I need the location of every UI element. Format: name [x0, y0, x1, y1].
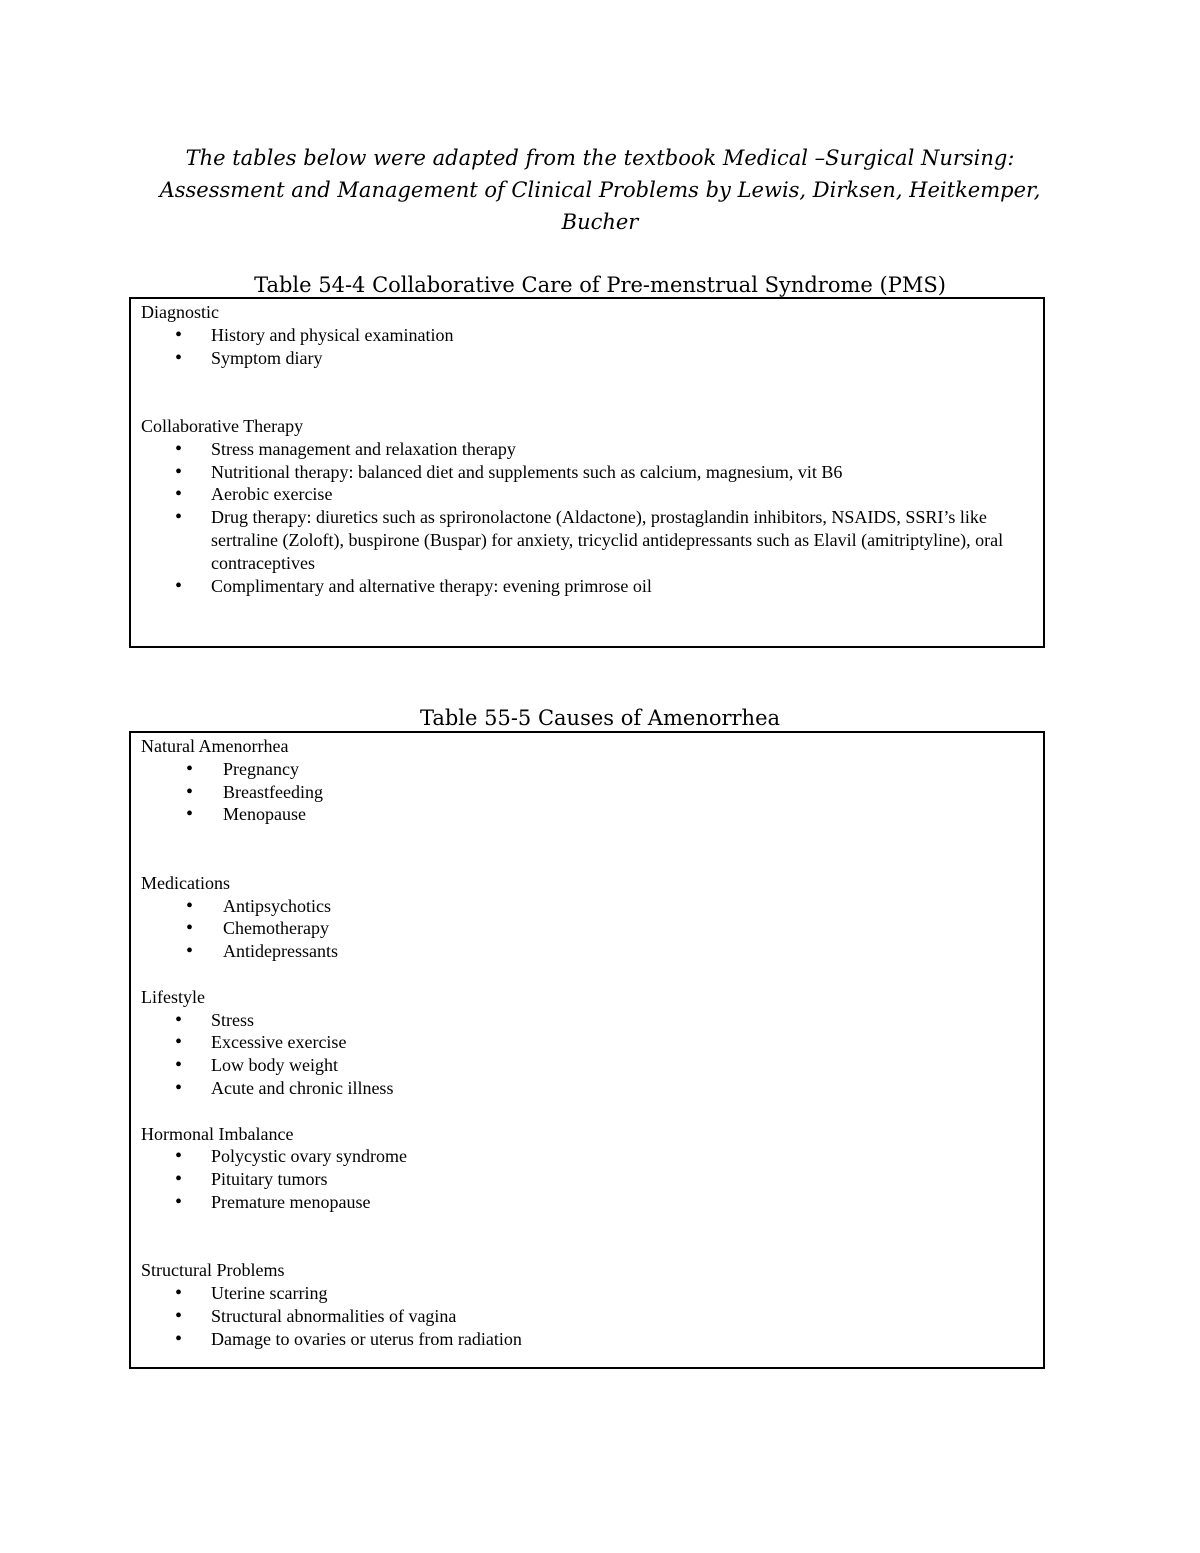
list-item: • History and physical examination [141, 324, 1033, 347]
intro-note [130, 142, 1070, 238]
diagnostic-list [141, 324, 1033, 370]
intro-line: Bucher [561, 210, 639, 234]
list-item: • Stress [141, 1009, 1033, 1032]
section-heading-lifestyle: Lifestyle [141, 986, 205, 1007]
list-item: • Low body weight [141, 1054, 1033, 1077]
section-heading-therapy: Collaborative Therapy [141, 415, 304, 436]
section-heading-hormonal: Hormonal Imbalance [141, 1123, 294, 1144]
list-item: • Breastfeeding [141, 781, 1033, 804]
list-item: • Antidepressants [141, 940, 1033, 963]
table-54-4-title: Table 54-4 Collaborative Care of Pre-menstrual Syndrome (PMS) [254, 273, 946, 297]
list-item: • Excessive exercise [141, 1031, 1033, 1054]
hormonal-list [141, 1145, 1033, 1213]
natural-list [141, 758, 1033, 826]
list-item: • Structural abnormalities of vagina [141, 1305, 1033, 1328]
list-item: • Symptom diary [141, 347, 1033, 370]
intro-line: Assessment and Management of Clinical Problems by Lewis, Dirksen, Heitkemper, [159, 178, 1041, 202]
list-item: • Pregnancy [141, 758, 1033, 781]
list-item: • Pituitary tumors [141, 1168, 1033, 1191]
section-heading-diagnostic: Diagnostic [141, 302, 219, 322]
list-item: • Uterine scarring [141, 1282, 1033, 1305]
list-item: • Complimentary and alternative therapy: evening primrose oil [141, 575, 1033, 598]
structural-list [141, 1282, 1033, 1350]
therapy-list [141, 438, 1033, 598]
list-item: • Stress management and relaxation therapy [141, 438, 1033, 461]
list-item: • Antipsychotics [141, 895, 1033, 918]
table-55-5-title: Table 55-5 Causes of Amenorrhea [419, 706, 781, 730]
table-55-5-box [129, 731, 1045, 1369]
section-heading-medications: Medications [141, 872, 230, 893]
table-54-4-box [129, 297, 1045, 648]
intro-line: The tables below were adapted from the textbook Medical –Surgical Nursing: [185, 146, 1015, 170]
list-item: • Premature menopause [141, 1191, 1033, 1214]
list-item: • Chemotherapy [141, 917, 1033, 940]
section-heading-natural: Natural Amenorrhea [141, 736, 289, 756]
section-heading-structural: Structural Problems [141, 1260, 285, 1281]
list-item: • Aerobic exercise [141, 483, 1033, 506]
list-item: • Damage to ovaries or uterus from radiation [141, 1328, 1033, 1351]
list-item: • Nutritional therapy: balanced diet and supplements such as calcium, magnesium, vit B6 [141, 461, 1033, 484]
list-item: • Drug therapy: diuretics such as sprironolactone (Aldactone), prostaglandin inhibitors, NSAIDS, SSRI’s like sertraline (Zoloft), buspirone (Buspar) for anxiety, tricyclid antidepressants such as Elavil (amitriptyline), oral contraceptives [141, 506, 1033, 574]
medications-list [141, 895, 1033, 963]
list-item: • Menopause [141, 803, 1033, 826]
list-item: • Polycystic ovary syndrome [141, 1145, 1033, 1168]
list-item: • Acute and chronic illness [141, 1077, 1033, 1100]
lifestyle-list [141, 1009, 1033, 1100]
